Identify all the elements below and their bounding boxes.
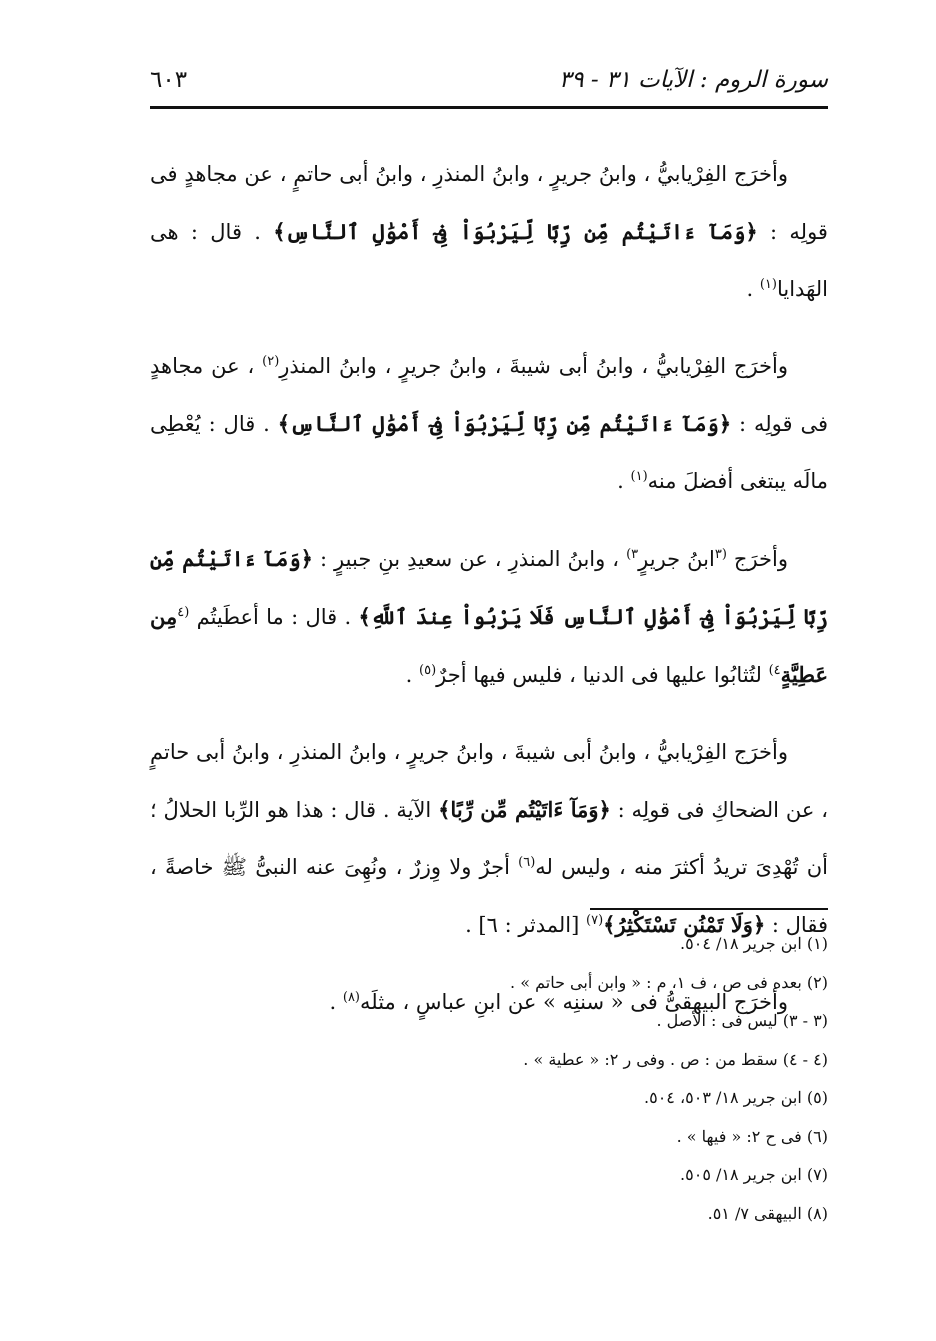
text-run: أجرٌ ولا وِزرٌ ، ونُهِىَ عنه النبىُّ ﷺ خاصةً ، فقال : — [150, 855, 828, 937]
footnotes — [420, 925, 828, 1233]
footnote-marker: ٣) — [626, 547, 639, 562]
footnote-marker: (٧) — [586, 913, 604, 928]
quran-quote: مِن عَطِيَّةٍ — [150, 604, 828, 687]
quran-quote: ﴿وَمَآ ءَاتَيْتُم مِّن رِّبًا لِّيَرْبُوَاْ فِىٓ أَمْوَٰلِ ٱلنَّاسِ فَلَا يَرْبُواْ عِندَ ٱللَّهِ﴾ — [150, 546, 829, 629]
text-run: وأخرَج الفِرْيابيُّ ، وابنُ أبى شيبةَ ، وابنُ جريرٍ ، وابنُ المنذرِ ، وابنُ أبى حاتمٍ ، عن الضحاكِ فى قولِه : — [150, 740, 829, 822]
footnote-rule — [590, 908, 828, 910]
footnote-marker: (١) — [759, 277, 777, 292]
running-title: سورة الروم : الآيات ٣١ - ٣٩ — [558, 67, 828, 93]
text-run: وأخرَج البيهقىُّ فى « سننِه » عن ابنِ عباسٍ ، مثلَه — [360, 990, 788, 1014]
page-header — [150, 60, 828, 100]
paragraph — [150, 146, 828, 318]
footnote-marker: (٢) — [262, 354, 280, 369]
text-run: وأخرَج الفِرْيابيُّ ، وابنُ أبى شيبةَ ، وابنُ جريرٍ ، وابنُ المنذرِ — [279, 354, 788, 378]
text-run: ابنُ جريرٍ — [638, 547, 715, 571]
text-run: . قال : ما أعطَيتُم — [189, 605, 359, 629]
footnote-marker: (٣ — [714, 547, 727, 562]
text-run: ، وابنُ المنذرِ ، عن سعيدِ بنِ جبيرٍ : — [312, 547, 627, 571]
text-run: . — [329, 990, 343, 1014]
quran-quote: ﴿وَلَا تَمْنُن تَسْتَكْثِرُ﴾ — [603, 912, 766, 937]
footnote: (٣ - ٣) ليس فى : الأصل . — [656, 1011, 828, 1030]
quran-quote: ﴿وَمَآ ءَاتَيْتُم مِّن رِّبًا لِّيَرْبُوَاْ فِىٓ أَمْوَٰلِ ٱلنَّاسِ﴾ — [273, 219, 758, 244]
footnote: (٦) فى ح ٢: « فيها » . — [676, 1126, 828, 1146]
text-run: . قال : هى الهَدايا — [150, 220, 828, 301]
footnote-marker: (٥) — [419, 663, 437, 678]
footnote: (٤ - ٤) سقط من : ص . وفى ر ٢: « عطية » . — [523, 1049, 828, 1069]
footnote-marker: (١) — [630, 469, 648, 484]
footnote-marker: (٤ — [177, 605, 190, 620]
paragraph — [150, 530, 828, 704]
text-run: . — [405, 663, 420, 687]
paragraph — [150, 724, 828, 954]
text-run: لتُثابُوا عليها فى الدنيا ، فليس فيها أجرٌ — [436, 663, 769, 687]
main-text — [150, 146, 828, 1051]
footnote: (٨) البيهقى ٧/ ٥١. — [707, 1203, 828, 1223]
footnote: (٢) بعده فى ص ، ف ١، م : « وابن أبى حاتم » . — [510, 972, 828, 992]
text-run: . قال : يُعْطِى مالَه يبتغى أفضلَ منه — [150, 412, 828, 493]
footnote-marker: (٦) — [518, 855, 536, 870]
text-run: [المدثر : ٦] . — [465, 913, 587, 937]
page-number: ٦٠٣ — [150, 67, 188, 93]
header-rule — [150, 106, 828, 109]
text-run: . — [617, 469, 631, 493]
footnote-marker: ٤) — [768, 663, 781, 678]
text-run: ، عن مجاهدٍ فى قولِه : — [150, 354, 828, 436]
footnote: (٥) ابن جرير ١٨/ ٥٠٣، ٥٠٤. — [644, 1088, 828, 1107]
quran-quote: ﴿وَمَآ ءَاتَيْتُم مِّن رِّبًا﴾ — [438, 797, 611, 822]
text-run: الآية . قال : هذا هو الرِّبا الحلالُ ؛ أن تُهْدِىَ تريدُ أكثرَ منه ، وليس له — [150, 798, 828, 879]
footnote-marker: (٨) — [342, 990, 360, 1005]
footnote: (٧) ابن جرير ١٨/ ٥٠٥. — [680, 1165, 828, 1184]
text-run: . — [746, 277, 760, 301]
paragraph — [150, 338, 828, 510]
quran-quote: ﴿وَمَآ ءَاتَيْتُم مِّن رِّبًا لِّيَرْبُوَاْ فِىٓ أَمْوَٰلِ ٱلنَّاسِ﴾ — [277, 411, 732, 436]
text-run: وأخرَج — [726, 547, 789, 571]
footnote: (١) ابن جرير ١٨/ ٥٠٤. — [680, 934, 828, 953]
text-run: وأخرَج الفِرْيابيُّ ، وابنُ جريرٍ ، وابنُ المنذرِ ، وابنُ أبى حاتمٍ ، عن مجاهدٍ فى قولِه : — [150, 162, 828, 244]
